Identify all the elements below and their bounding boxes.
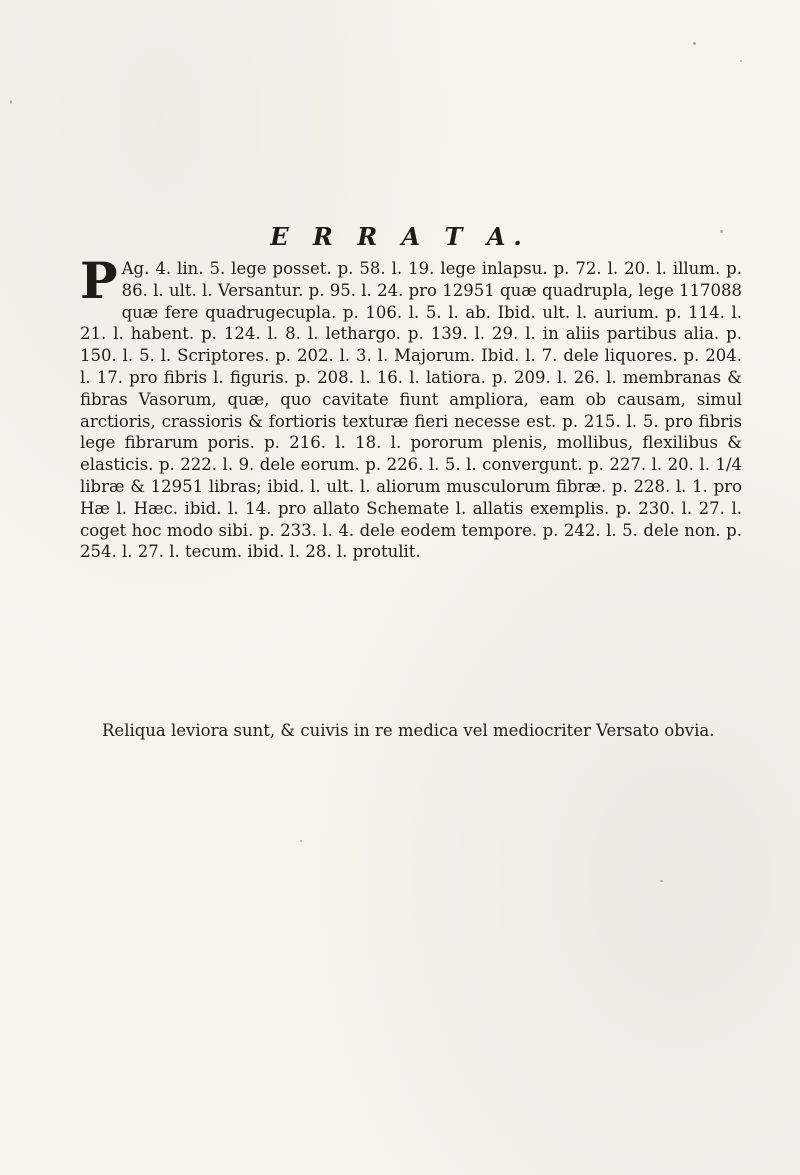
ink-speck — [740, 60, 742, 62]
errata-title: E R R Α T Α. — [270, 222, 530, 251]
errata-body — [80, 251, 742, 563]
ink-speck — [693, 42, 696, 45]
ink-speck — [660, 880, 663, 882]
ink-speck — [300, 840, 302, 842]
closing-note: Reliqua leviora sunt, & cuivis in re medica vel mediocriter Versato obvia. — [102, 721, 715, 740]
ink-speck — [10, 100, 12, 104]
errata-text: Ag. 4. lin. 5. lege posset. p. 58. l. 19. lege inlapsu. p. 72. l. 20. l. illum. p. 86. l. ult. l. Versantur. p. 95. l. 24. pro 12951 quæ quadrupla, lege 117088 quæ fere quadrugecupla. p. 106. l. 5. l. ab. Ibid. ult. l. aurium. p. 114. l. 21. l. habent. p. 124. l. 8. l. lethargo. p. 139. l. 29. l. in aliis partibus alia. p. 150. l. 5. l. Scriptores. p. 202. l. 3. l. Majorum. Ibid. l. 7. dele liquores. p. 204. l. 17. pro fibris l. figuris. p. 208. l. 16. l. latiora. p. 209. l. 26. l. membranas & fibras Vasorum, quæ, quo cavitate fiunt ampliora, eam ob causam, simul arctioris, crassioris & fortioris texturæ fieri necesse est. p. 215. l. 5. pro fibris lege fibrarum poris. p. 216. l. 18. l. pororum plenis, mollibus, flexilibus & elasticis. p. 222. l. 9. dele eorum. p. 226. l. 5. l. convergunt. p. 227. l. 20. l. 1/4 libræ & 12951 libras; ibid. l. ult. l. aliorum musculorum fibræ. p. 228. l. 1. pro Hæ l. Hæc. ibid. l. 14. pro allato Schemate l. allatis exemplis. p. 230. l. 27. l. coget hoc modo sibi. p. 233. l. 4. dele eodem tempore. p. 242. l. 5. dele non. p. 254. l. 27. l. tecum. ibid. l. 28. l. protulit. — [80, 259, 742, 562]
ink-speck — [720, 230, 723, 233]
drop-cap: P — [80, 251, 118, 310]
